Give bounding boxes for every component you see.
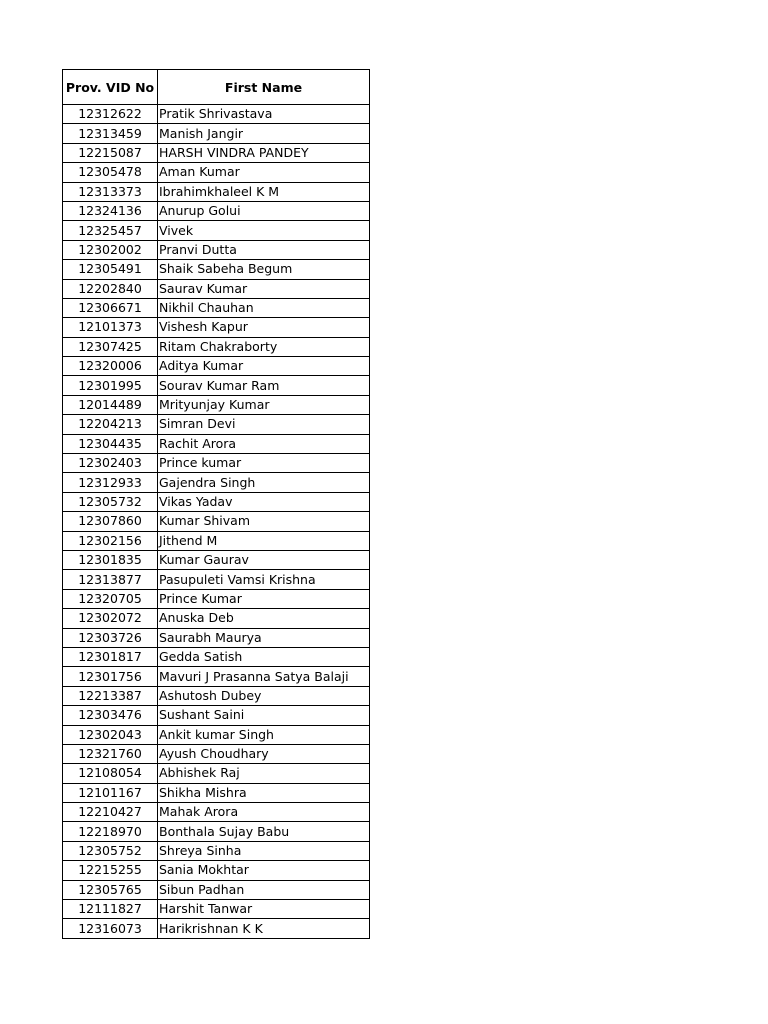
table-row: [63, 919, 370, 938]
table-row: [63, 861, 370, 880]
first-name-cell: Vikas Yadav: [158, 492, 370, 511]
first-name-cell: Pratik Shrivastava: [158, 105, 370, 124]
prov-vid-no-cell: 12305752: [63, 841, 158, 860]
candidate-table: [62, 69, 370, 939]
table-row: [63, 182, 370, 201]
table-row: [63, 105, 370, 124]
first-name-cell: Jithend M: [158, 531, 370, 550]
first-name-cell: Aman Kumar: [158, 163, 370, 182]
prov-vid-no-cell: 12215087: [63, 143, 158, 162]
prov-vid-no-cell: 12215255: [63, 861, 158, 880]
table-row: [63, 357, 370, 376]
table-row: [63, 647, 370, 666]
first-name-cell: Abhishek Raj: [158, 764, 370, 783]
table-row: [63, 725, 370, 744]
first-name-cell: Vishesh Kapur: [158, 318, 370, 337]
prov-vid-no-cell: 12210427: [63, 803, 158, 822]
table-row: [63, 512, 370, 531]
first-name-cell: Harshit Tanwar: [158, 900, 370, 919]
prov-vid-no-cell: 12108054: [63, 764, 158, 783]
document-page: [62, 69, 370, 939]
header-row: [63, 70, 370, 105]
table-row: [63, 376, 370, 395]
prov-vid-no-cell: 12316073: [63, 919, 158, 938]
table-row: [63, 337, 370, 356]
first-name-cell: Mavuri J Prasanna Satya Balaji: [158, 667, 370, 686]
table-row: [63, 279, 370, 298]
first-name-cell: Anuska Deb: [158, 609, 370, 628]
first-name-cell: Aditya Kumar: [158, 357, 370, 376]
table-row: [63, 434, 370, 453]
first-name-cell: Pasupuleti Vamsi Krishna: [158, 570, 370, 589]
first-name-cell: Anurup Golui: [158, 201, 370, 220]
first-name-cell: Sibun Padhan: [158, 880, 370, 899]
table-row: [63, 531, 370, 550]
prov-vid-no-cell: 12312933: [63, 473, 158, 492]
first-name-cell: Shreya Sinha: [158, 841, 370, 860]
prov-vid-no-cell: 12312622: [63, 105, 158, 124]
prov-vid-no-cell: 12305478: [63, 163, 158, 182]
prov-vid-no-cell: 12325457: [63, 221, 158, 240]
prov-vid-no-cell: 12218970: [63, 822, 158, 841]
prov-vid-no-cell: 12321760: [63, 744, 158, 763]
table-row: [63, 822, 370, 841]
first-name-cell: Kumar Gaurav: [158, 550, 370, 569]
prov-vid-no-cell: 12320705: [63, 589, 158, 608]
first-name-cell: Mahak Arora: [158, 803, 370, 822]
first-name-cell: HARSH VINDRA PANDEY: [158, 143, 370, 162]
prov-vid-no-cell: 12301756: [63, 667, 158, 686]
first-name-cell: Saurabh Maurya: [158, 628, 370, 647]
prov-vid-no-cell: 12324136: [63, 201, 158, 220]
first-name-cell: Manish Jangir: [158, 124, 370, 143]
first-name-cell: Simran Devi: [158, 415, 370, 434]
prov-vid-no-cell: 12313373: [63, 182, 158, 201]
prov-vid-no-cell: 12307425: [63, 337, 158, 356]
first-name-cell: Nikhil Chauhan: [158, 298, 370, 317]
header-prov-vid-no: Prov. VID No: [63, 70, 158, 105]
table-row: [63, 570, 370, 589]
table-row: [63, 124, 370, 143]
first-name-cell: Ritam Chakraborty: [158, 337, 370, 356]
prov-vid-no-cell: 12101373: [63, 318, 158, 337]
first-name-cell: Ankit kumar Singh: [158, 725, 370, 744]
first-name-cell: Kumar Shivam: [158, 512, 370, 531]
first-name-cell: Vivek: [158, 221, 370, 240]
table-row: [63, 628, 370, 647]
prov-vid-no-cell: 12303726: [63, 628, 158, 647]
prov-vid-no-cell: 12202840: [63, 279, 158, 298]
first-name-cell: Sania Mokhtar: [158, 861, 370, 880]
table-row: [63, 744, 370, 763]
prov-vid-no-cell: 12302156: [63, 531, 158, 550]
table-row: [63, 880, 370, 899]
first-name-cell: Shikha Mishra: [158, 783, 370, 802]
first-name-cell: Harikrishnan K K: [158, 919, 370, 938]
prov-vid-no-cell: 12101167: [63, 783, 158, 802]
first-name-cell: Gajendra Singh: [158, 473, 370, 492]
prov-vid-no-cell: 12302403: [63, 454, 158, 473]
table-row: [63, 260, 370, 279]
prov-vid-no-cell: 12302002: [63, 240, 158, 259]
prov-vid-no-cell: 12301817: [63, 647, 158, 666]
first-name-cell: Shaik Sabeha Begum: [158, 260, 370, 279]
prov-vid-no-cell: 12305765: [63, 880, 158, 899]
table-body: [63, 105, 370, 939]
table-row: [63, 201, 370, 220]
first-name-cell: Pranvi Dutta: [158, 240, 370, 259]
first-name-cell: Saurav Kumar: [158, 279, 370, 298]
first-name-cell: Ayush Choudhary: [158, 744, 370, 763]
first-name-cell: Ashutosh Dubey: [158, 686, 370, 705]
prov-vid-no-cell: 12301995: [63, 376, 158, 395]
prov-vid-no-cell: 12213387: [63, 686, 158, 705]
prov-vid-no-cell: 12302072: [63, 609, 158, 628]
prov-vid-no-cell: 12305732: [63, 492, 158, 511]
prov-vid-no-cell: 12111827: [63, 900, 158, 919]
table-row: [63, 473, 370, 492]
prov-vid-no-cell: 12306671: [63, 298, 158, 317]
table-row: [63, 803, 370, 822]
header-first-name: First Name: [158, 70, 370, 105]
table-row: [63, 163, 370, 182]
first-name-cell: Prince Kumar: [158, 589, 370, 608]
prov-vid-no-cell: 12307860: [63, 512, 158, 531]
table-row: [63, 143, 370, 162]
table-row: [63, 900, 370, 919]
prov-vid-no-cell: 12305491: [63, 260, 158, 279]
prov-vid-no-cell: 12301835: [63, 550, 158, 569]
first-name-cell: Mrityunjay Kumar: [158, 395, 370, 414]
table-row: [63, 492, 370, 511]
first-name-cell: Bonthala Sujay Babu: [158, 822, 370, 841]
first-name-cell: Sourav Kumar Ram: [158, 376, 370, 395]
first-name-cell: Gedda Satish: [158, 647, 370, 666]
table-row: [63, 783, 370, 802]
prov-vid-no-cell: 12302043: [63, 725, 158, 744]
table-row: [63, 589, 370, 608]
table-row: [63, 706, 370, 725]
prov-vid-no-cell: 12303476: [63, 706, 158, 725]
table-row: [63, 318, 370, 337]
prov-vid-no-cell: 12320006: [63, 357, 158, 376]
first-name-cell: Ibrahimkhaleel K M: [158, 182, 370, 201]
prov-vid-no-cell: 12313877: [63, 570, 158, 589]
table-row: [63, 667, 370, 686]
table-row: [63, 415, 370, 434]
first-name-cell: Rachit Arora: [158, 434, 370, 453]
table-row: [63, 764, 370, 783]
prov-vid-no-cell: 12313459: [63, 124, 158, 143]
table-row: [63, 454, 370, 473]
table-row: [63, 686, 370, 705]
table-row: [63, 240, 370, 259]
table-row: [63, 395, 370, 414]
table-row: [63, 221, 370, 240]
first-name-cell: Prince kumar: [158, 454, 370, 473]
prov-vid-no-cell: 12014489: [63, 395, 158, 414]
prov-vid-no-cell: 12204213: [63, 415, 158, 434]
table-row: [63, 550, 370, 569]
prov-vid-no-cell: 12304435: [63, 434, 158, 453]
table-row: [63, 298, 370, 317]
table-row: [63, 841, 370, 860]
table-row: [63, 609, 370, 628]
first-name-cell: Sushant Saini: [158, 706, 370, 725]
